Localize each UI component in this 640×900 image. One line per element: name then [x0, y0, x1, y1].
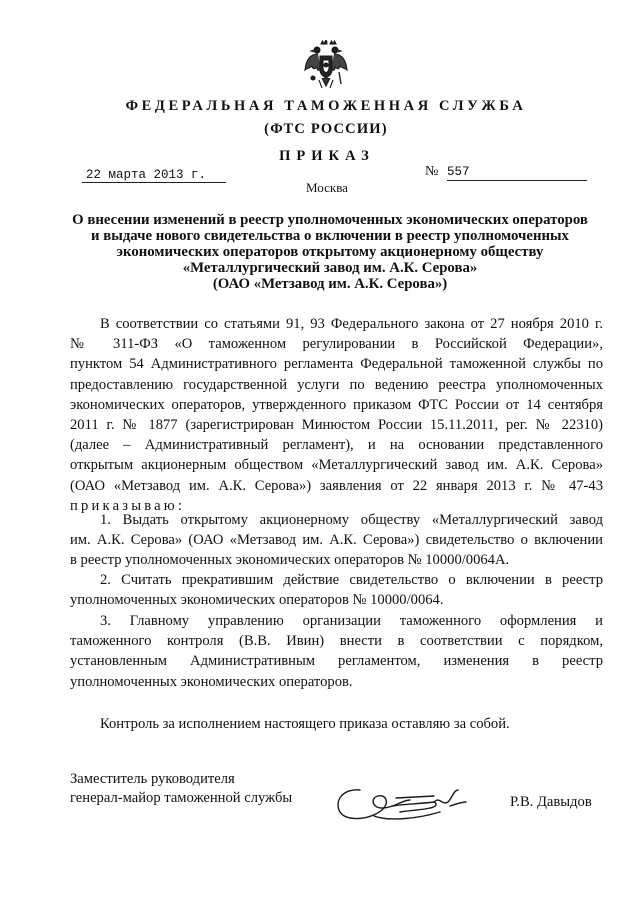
preamble-line: 2011 г. № 1877 (зарегистрирован Минюстом России 15.11.2011, рег. № 22310)	[70, 416, 603, 433]
item-3-paragraph	[70, 611, 603, 692]
preamble-paragraph	[70, 314, 603, 516]
item-1-line: 1. Выдать открытому акционерному обществу «Металлургический завод	[100, 512, 603, 528]
item-2-line: 2. Считать прекратившим действие свидетельство о включении в реестр	[100, 572, 603, 588]
title-line: (ОАО «Метзавод им. А.К. Серова»)	[212, 276, 448, 292]
item-3-line: установленным Административным регламентом, изменения в реестр	[70, 653, 603, 670]
preamble-line: (далее – Административный регламент), и на основании представленного	[70, 437, 603, 454]
control-paragraph	[70, 714, 603, 734]
order-number-block	[425, 164, 603, 181]
preamble-line: пунктом 54 Административного регламента Федеральной таможенной службы по	[70, 356, 603, 373]
command-word: приказываю:	[70, 497, 186, 514]
signer-name: Р.В. Давыдов	[510, 794, 592, 810]
preamble-line: В соответствии со статьями 91, 93 Федерального закона от 27 ноября 2010 г.	[100, 316, 603, 332]
title-line: и выдаче нового свидетельства о включении в реестр уполномоченных	[91, 228, 569, 244]
item-2-paragraph	[70, 570, 603, 610]
signer-position-line: генерал-майор таможенной службы	[70, 790, 293, 806]
signer-position	[70, 770, 292, 808]
title-line: О внесении изменений в реестр уполномоченных экономических операторов	[72, 212, 588, 228]
item-3-line: уполномоченных экономических операторов.	[70, 673, 353, 690]
item-1-line: в реестр уполномоченных экономических операторов № 10000/0064А.	[70, 552, 510, 569]
preamble-line: (ОАО «Метзавод им. А.К. Серова») заявления от 22 января 2013 г. № 47-43	[70, 477, 603, 494]
document-type: ПРИКАЗ	[279, 148, 375, 164]
double-headed-eagle-icon	[304, 40, 348, 92]
order-city: Москва	[306, 180, 348, 195]
control-line: Контроль за исполнением настоящего приказа оставляю за собой.	[100, 716, 510, 732]
preamble-line: экономических операторов, утвержденного приказом ФТС России от 14 сентября	[70, 396, 603, 413]
preamble-line: открытым акционерным обществом «Металлургический завод им. А.К. Серова»	[70, 457, 603, 474]
number-sign: №	[425, 164, 439, 179]
preamble-line: предоставлению государственной услуги по ведению реестра уполномоченных	[70, 376, 603, 393]
agency-name: ФЕДЕРАЛЬНАЯ ТАМОЖЕННАЯ СЛУЖБА	[125, 98, 527, 114]
item-3-line: 3. Главному управлению организации таможенного оформления и	[100, 613, 603, 629]
title-line: экономических операторов открытому акционерному обществу	[116, 244, 544, 260]
preamble-line: № 311-ФЗ «О таможенном регулировании в Российской Федерации»,	[70, 336, 603, 353]
handwritten-signature-icon	[330, 776, 490, 832]
order-number: 557	[447, 164, 587, 181]
order-date: 22 марта 2013 г.	[82, 168, 226, 183]
order-title	[60, 212, 600, 292]
signer-position-line: Заместитель руководителя	[70, 771, 235, 787]
agency-short-name: (ФТС РОССИИ)	[264, 121, 388, 137]
item-1-line: им. А.К. Серова» (ОАО «Метзавод им. А.К. Серова») свидетельство о включении	[70, 532, 603, 549]
item-3-line: таможенного контроля (В.В. Ивин) внести в соответствии с порядком,	[70, 633, 603, 650]
title-line: «Металлургический завод им. А.К. Серова»	[182, 260, 478, 276]
item-2-line: уполномоченных экономических операторов № 10000/0064.	[70, 592, 444, 609]
item-1-paragraph	[70, 510, 603, 571]
